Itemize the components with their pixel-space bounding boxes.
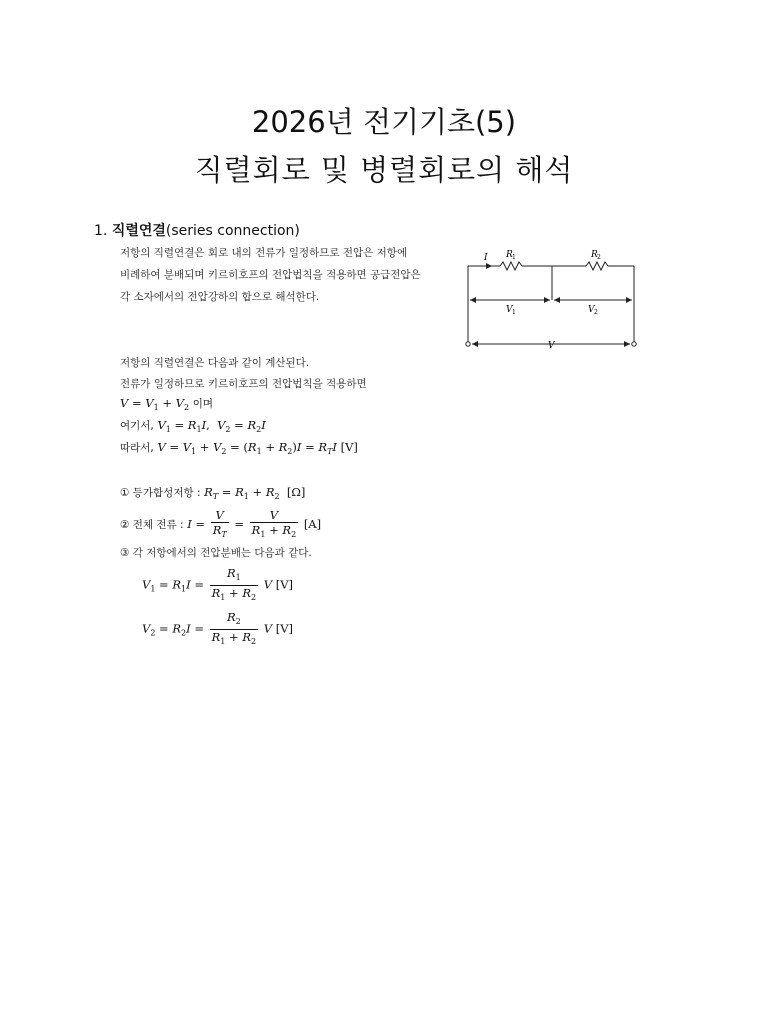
v1-sub: 1 (512, 309, 516, 316)
item-equivalent-resistance: ① 등가합성저항 : $R_T = R_1 + R_2$ [Ω] (120, 485, 306, 501)
unit-v-2: [V] (275, 577, 294, 592)
v1-label: V (506, 305, 513, 315)
r2-sub: 2 (597, 254, 601, 261)
item2-label: ② 전체 전류 : (120, 519, 184, 531)
page-title-line2: 직렬회로 및 병렬회로의 해석 (194, 153, 574, 187)
eq1-suffix: 이며 (192, 398, 213, 410)
equation-total: 따라서, $V = V_1 + V_2 = (R_1 + R_2)I = R_TI$ [V] (120, 440, 358, 456)
series-circuit-diagram (460, 240, 650, 355)
page-title-line1: 2026년 전기기초(5) (251, 105, 517, 139)
v-label: V (548, 341, 555, 351)
kvl-line: 전류가 일정하므로 키르히호프의 전압법칙을 적용하면 (120, 378, 367, 390)
current-label: I (484, 253, 488, 263)
intro-line-3: 각 소자에서의 전압강하의 합으로 해석한다. (120, 291, 320, 303)
item1-label: ① 등가합성저항 : (120, 487, 201, 499)
r1-sub: 1 (512, 254, 516, 261)
item-total-current: ② 전체 전류 : I = $\frac{V}{R_T}$ = $\frac{V}{R_1 + R_2}$ [A] (120, 508, 322, 539)
item3-label: ③ 각 저항에서의 전압분배는 다음과 같다. (120, 547, 312, 559)
unit-v-1: [V] (340, 440, 358, 454)
equation-kvl: $V = V_1 + V_2$ 이며 (120, 396, 213, 412)
r1-label: R (506, 250, 513, 260)
v2-label: V (588, 305, 595, 315)
section-number: 1. (94, 223, 108, 239)
intro-line-2: 비례하여 분배되며 키르히호프의 전압법칙을 적용하면 공급전압은 (120, 269, 421, 281)
calc-intro: 저항의 직렬연결은 다음과 같이 계산된다. (120, 357, 310, 369)
unit-ohm: [Ω] (286, 485, 306, 499)
unit-a: [A] (303, 517, 322, 531)
v2-sub: 2 (594, 309, 598, 316)
section-heading (94, 220, 300, 240)
section-title-ko: 직렬연결 (111, 223, 166, 239)
intro-line-1: 저항의 직렬연결은 회로 내의 전류가 일정하므로 전압은 저항에 (120, 247, 408, 259)
equation-v1-divider: $V_1 = R_1I$ = $\frac{R_1}{R_1 + R_2}$ V [V] (142, 566, 294, 602)
r2-label: R (591, 250, 598, 260)
section-title-en: (series connection) (165, 223, 300, 239)
equation-voltage-drops: 여기서, $V_1 = R_1I$, $V_2 = R_2I$ (120, 418, 266, 434)
equation-v2-divider: $V_2 = R_2I$ = $\frac{R_2}{R_1 + R_2}$ V [V] (142, 610, 294, 646)
eq2-prefix: 여기서, (120, 420, 154, 432)
unit-v-3: [V] (275, 621, 294, 636)
eq3-prefix: 따라서, (120, 442, 154, 454)
